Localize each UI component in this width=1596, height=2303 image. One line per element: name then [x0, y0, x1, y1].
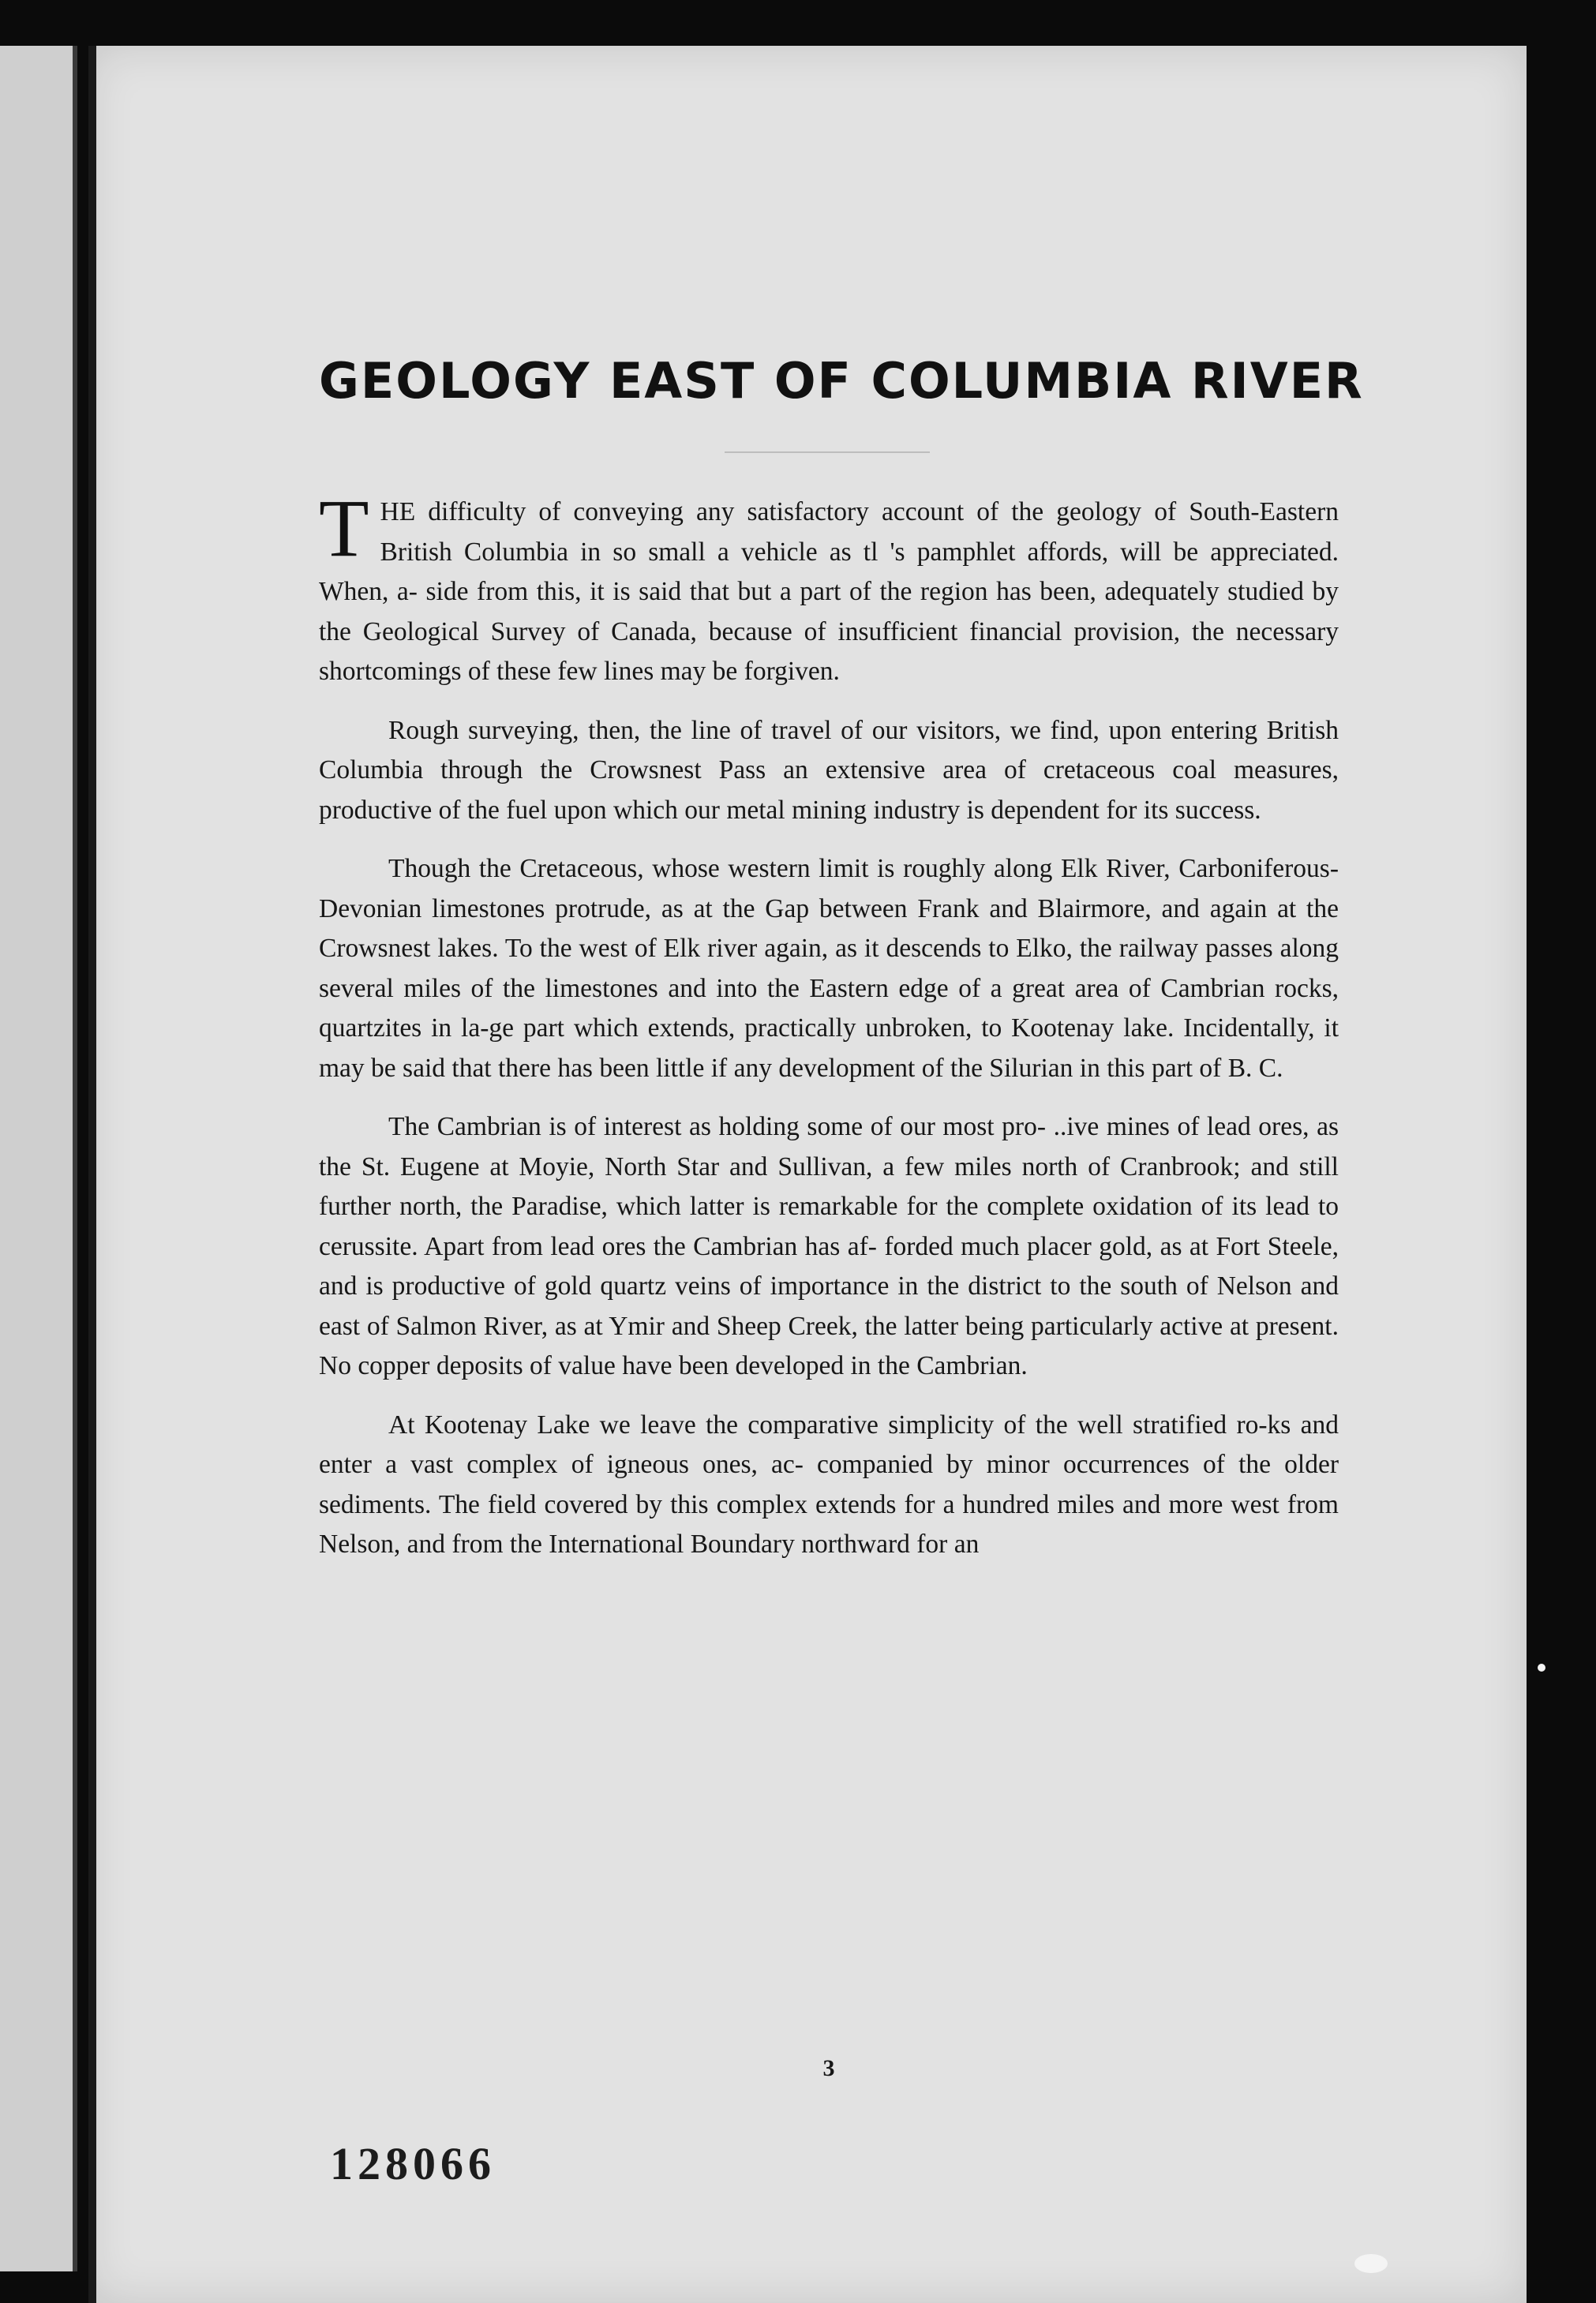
body-text [319, 483, 1339, 1584]
paragraph-2: Rough surveying, then, the line of travel of our visitors, we find, upon entering British Columbia through the Crowsnest Pass an extensive area of cretaceous coal measures, productive of the fuel upon which our metal mining industry is dependent for its success. [319, 715, 1339, 825]
paragraph-5: At Kootenay Lake we leave the comparative simplicity of the well stratified ro-ks and enter a vast complex of igneous ones, ac- companied by minor occurrences of the older sediments. The field covered by this complex extends for a hundred miles and more west from Nelson, and from the International Boundary northward for an [319, 1410, 1339, 1559]
catalog-stamp-number: 128066 [330, 2138, 496, 2189]
paragraph-1 [319, 483, 1339, 692]
page-binding-edge [88, 46, 96, 2303]
title-divider [725, 451, 930, 453]
scan-speck [1354, 2254, 1388, 2273]
drop-cap: T [319, 483, 369, 574]
paragraph-1-text: HE difficulty of conveying any satisfactory account of the geology of South-Eastern British Columbia in so small a vehicle as tl 's pamphlet affords, will be appreciated. When, a- side from this, it is said that but a part of the region has been, adequately studied by the Geological Survey of Canada, because of insufficient financial provision, the necessary shortcomings of these few lines may be forgiven. [319, 497, 1339, 686]
facing-page-edge [0, 46, 77, 2271]
paragraph-3: Though the Cretaceous, whose western limit is roughly along Elk River, Carboniferous-Devonian limestones protrude, as at the Gap between Frank and Blairmore, and again at the Crowsnest lakes. To the west of Elk river again, as it descends to Elko, the railway passes along several miles of the limestones and into the Eastern edge of a great area of Cambrian rocks, quartzites in la-ge part which extends, practically unbroken, to Kootenay lake. Incidentally, it may be said that there has been little if any development of the Silurian in this part of B. C. [319, 854, 1339, 1083]
scan-speck [1538, 1664, 1545, 1672]
page-number: 3 [822, 2055, 835, 2081]
page-title: GEOLOGY EAST OF COLUMBIA RIVER [319, 352, 1364, 410]
paragraph-4: The Cambrian is of interest as holding some of our most pro- ..ive mines of lead ores, as the St. Eugene at Moyie, North Star and Sullivan, a few miles north of Cranbrook; and still further north, the Paradise, which latter is remarkable for the complete oxidation of its lead to cerussite. Apart from lead ores the Cambrian has af- forded much placer gold, as at Fort Steele, and is productive of gold quartz veins of importance in the district to the south of Nelson and east of Salmon River, as at Ymir and Sheep Creek, the latter being particularly active at present. No copper deposits of value have been developed in the Cambrian. [319, 1112, 1339, 1380]
